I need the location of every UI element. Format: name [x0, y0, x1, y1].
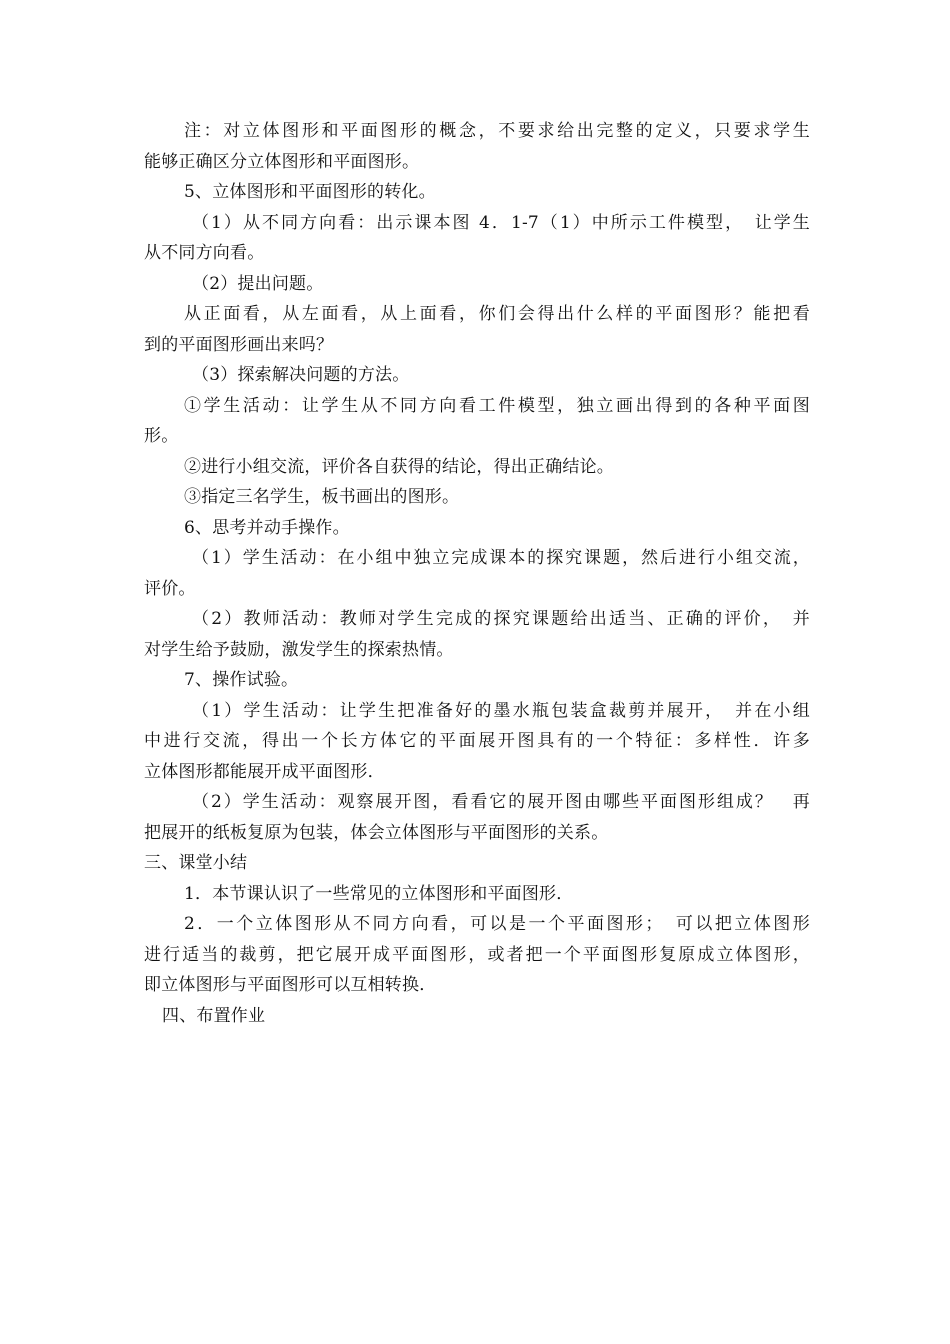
text-line: 对学生给予鼓励，激发学生的探索热情。 — [144, 639, 454, 660]
text-line: （2）教师活动：教师对学生完成的探究课题给出适当、正确的评价， 并 — [192, 609, 810, 629]
text-line: ②进行小组交流，评价各自获得的结论，得出正确结论。 — [184, 456, 614, 477]
text-line: 中进行交流，得出一个长方体它的平面展开图具有的一个特征：多样性．许多 — [144, 731, 810, 751]
text-line: ③指定三名学生，板书画出的图形。 — [184, 487, 460, 507]
text-line: ①学生活动：让学生从不同方向看工件模型，独立画出得到的各种平面图 — [184, 395, 810, 416]
text-line: 1．本节课认识了一些常见的立体图形和平面图形． — [184, 883, 574, 904]
text-line: 到的平面图形画出来吗？ — [144, 334, 334, 355]
text-line: 四、布置作业 — [162, 1005, 266, 1026]
text-line: 三、课堂小结 — [144, 853, 248, 873]
text-line: 从正面看，从左面看，从上面看，你们会得出什么样的平面图形？能把看 — [184, 304, 810, 324]
text-line: 立体图形都能展开成平面图形． — [144, 761, 385, 782]
text-line: 进行适当的裁剪，把它展开成平面图形，或者把一个平面图形复原成立体图形， — [144, 944, 810, 965]
text-line: 2．一个立体图形从不同方向看，可以是一个平面图形； 可以把立体图形 — [184, 914, 810, 934]
text-line: 5、立体图形和平面图形的转化。 — [184, 182, 436, 202]
text-line: 注：对立体图形和平面图形的概念，不要求给出完整的定义，只要求学生 — [184, 121, 810, 141]
text-line: 即立体图形与平面图形可以互相转换． — [144, 975, 437, 995]
document-body — [144, 116, 810, 1031]
text-line: （2）学生活动：观察展开图，看看它的展开图由哪些平面图形组成？ 再 — [192, 792, 810, 812]
text-line: 形。 — [144, 426, 179, 446]
text-line: （3）探索解决问题的方法。 — [192, 365, 410, 385]
text-line: （2）提出问题。 — [192, 273, 324, 294]
text-line: 评价。 — [144, 578, 196, 599]
text-line: （1）学生活动：在小组中独立完成课本的探究课题，然后进行小组交流， — [192, 548, 810, 568]
text-line: 把展开的纸板复原为包装，体会立体图形与平面图形的关系。 — [144, 822, 609, 843]
text-line: 从不同方向看。 — [144, 243, 265, 263]
text-line: （1）学生活动：让学生把准备好的墨水瓶包装盒裁剪并展开， 并在小组 — [192, 700, 810, 721]
text-line: 7、操作试验。 — [184, 670, 299, 690]
text-line: （1）从不同方向看：出示课本图 4．1-7（1）中所示工件模型， 让学生 — [192, 212, 810, 233]
text-line: 能够正确区分立体图形和平面图形。 — [144, 151, 420, 172]
text-line: 6、思考并动手操作。 — [184, 517, 350, 538]
